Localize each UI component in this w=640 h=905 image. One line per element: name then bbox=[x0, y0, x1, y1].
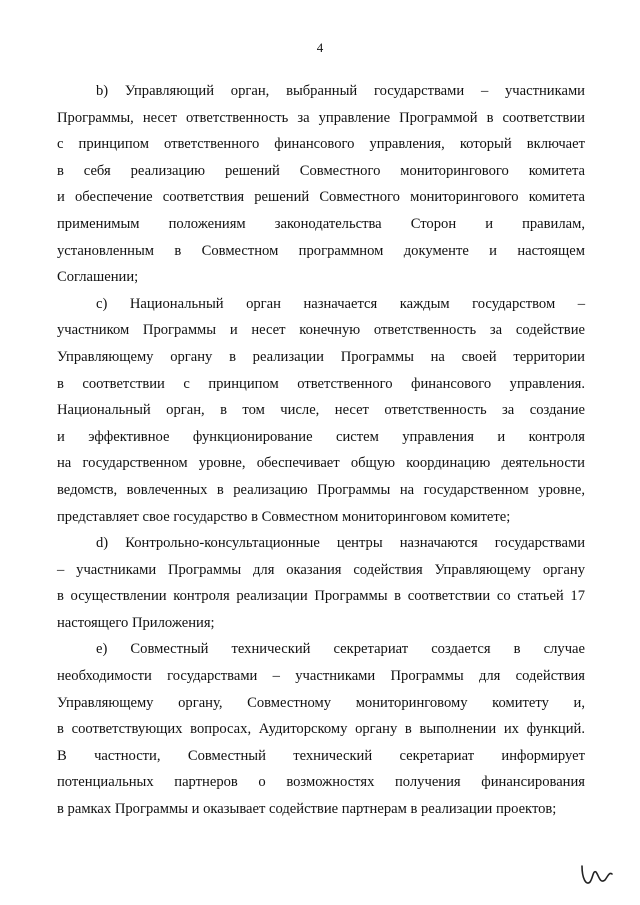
paragraph-e bbox=[57, 636, 585, 822]
text-line: с) Национальный орган назначается каждым государством – bbox=[96, 295, 585, 312]
text-line: на государственном уровне, обеспечивает общую координацию деятельности bbox=[57, 455, 585, 472]
text-line: в соответствии с принципом ответственного финансового управления. bbox=[57, 375, 585, 392]
text-line: в себя реализацию решений Совместного мониторингового комитета bbox=[57, 162, 585, 179]
document-body bbox=[57, 78, 585, 823]
text-line: в осуществлении контроля реализации Программы в соответствии со статьей 17 bbox=[57, 588, 585, 605]
paragraph-b bbox=[57, 78, 585, 291]
paragraph-c bbox=[57, 291, 585, 530]
text-line: в соответствующих вопросах, Аудиторскому органу в выполнении их функций. bbox=[57, 721, 585, 738]
text-line: и эффективное функционирование систем управления и контроля bbox=[57, 428, 585, 445]
text-line: Управляющему органу, Совместному мониторинговому комитету и, bbox=[57, 694, 585, 711]
text-line: Соглашении; bbox=[57, 269, 139, 286]
text-line: b) Управляющий орган, выбранный государствами – участниками bbox=[96, 83, 585, 99]
text-line: – участниками Программы для оказания содействия Управляющему органу bbox=[57, 561, 585, 578]
text-line: с принципом ответственного финансового управления, который включает bbox=[57, 136, 585, 153]
text-line: Программы, несет ответственность за управление Программой в соответствии bbox=[57, 109, 585, 126]
text-line: потенциальных партнеров о возможностях получения финансирования bbox=[57, 774, 585, 791]
text-line: настоящего Приложения; bbox=[57, 614, 215, 631]
text-line: участником Программы и несет конечную ответственность за содействие bbox=[57, 322, 585, 339]
text-line: d) Контрольно-консультационные центры назначаются государствами bbox=[96, 535, 585, 552]
text-line: Национальный орган, в том числе, несет ответственность за создание bbox=[57, 402, 585, 419]
text-line: в рамках Программы и оказывает содействие партнерам в реализации проектов; bbox=[57, 801, 557, 818]
text-line: В частности, Совместный технический секретариат информирует bbox=[57, 747, 585, 764]
text-line: ведомств, вовлеченных в реализацию Программы на государственном уровне, bbox=[57, 481, 585, 498]
page-number: 4 bbox=[316, 40, 324, 55]
text-line: представляет свое государство в Совместном мониторинговом комитете; bbox=[57, 508, 511, 525]
handwritten-initials bbox=[576, 856, 616, 896]
text-line: е) Совместный технический секретариат создается в случае bbox=[96, 641, 585, 658]
text-line: и обеспечение соответствия решений Совместного мониторингового комитета bbox=[57, 189, 585, 206]
text-line: необходимости государствами – участниками Программы для содействия bbox=[57, 668, 585, 685]
text-line: Управляющему органу в реализации Программы на своей территории bbox=[57, 348, 585, 365]
text-line: установленным в Совместном программном документе и настоящем bbox=[57, 242, 585, 259]
paragraph-d bbox=[57, 530, 585, 636]
text-line: применимым положениям законодательства Сторон и правилам, bbox=[57, 215, 585, 232]
